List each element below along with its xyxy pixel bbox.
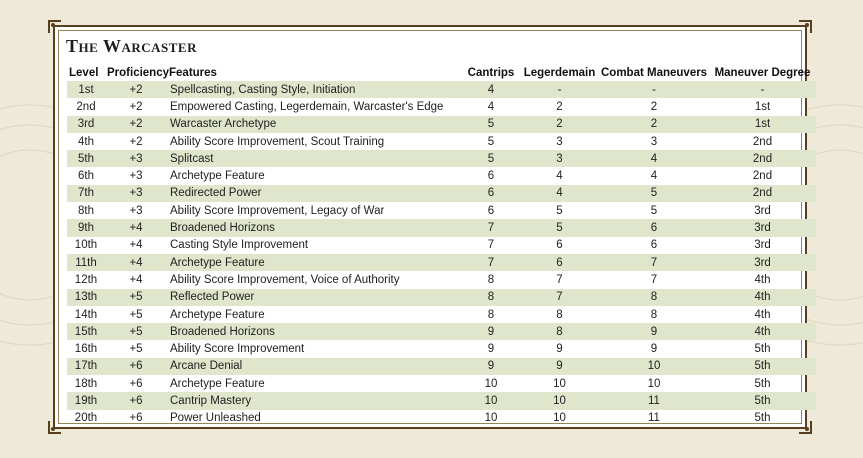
table-row: [67, 306, 816, 323]
cell-level: 17th: [74, 360, 98, 373]
cell-cantrips: 10: [484, 377, 498, 390]
cell-legerdemain: 9: [556, 360, 563, 373]
cell-proficiency: +3: [129, 204, 143, 217]
table-row: [67, 185, 816, 202]
cell-level: 20th: [74, 412, 98, 425]
table-row: [67, 98, 816, 115]
cell-maneuver-degree: 4th: [754, 325, 771, 338]
cell-cantrips: 6: [487, 170, 495, 183]
cell-proficiency: +6: [129, 377, 143, 390]
table-row: [67, 81, 816, 98]
cell-cantrips: 6: [487, 204, 495, 217]
header-maneuver-degree: Maneuver Degree: [714, 66, 811, 79]
cell-combat-maneuvers: 8: [650, 291, 658, 304]
cell-maneuver-degree: 4th: [754, 291, 771, 304]
cell-combat-maneuvers: 6: [650, 222, 658, 235]
table-row: [67, 289, 816, 306]
cell-maneuver-degree: -: [760, 83, 765, 96]
cell-proficiency: +2: [129, 83, 143, 96]
corner-ornament-top-left: [47, 19, 63, 35]
cell-maneuver-degree: 1st: [754, 100, 771, 113]
cell-combat-maneuvers: 7: [650, 273, 658, 286]
cell-legerdemain: 3: [556, 152, 563, 165]
cell-proficiency: +4: [129, 222, 143, 235]
cell-maneuver-degree: 5th: [754, 412, 771, 425]
cell-level: 18th: [74, 377, 98, 390]
cell-cantrips: 9: [487, 343, 495, 356]
cell-legerdemain: 7: [556, 291, 563, 304]
table-row: [67, 254, 816, 271]
cell-level: 2nd: [76, 100, 96, 113]
cell-combat-maneuvers: 7: [650, 256, 658, 269]
cell-legerdemain: 5: [556, 222, 563, 235]
cell-combat-maneuvers: 4: [650, 170, 658, 183]
cell-proficiency: +6: [129, 394, 143, 407]
cell-legerdemain: 8: [556, 308, 563, 321]
cell-legerdemain: 9: [556, 343, 563, 356]
cell-proficiency: +4: [129, 273, 143, 286]
cell-cantrips: 4: [487, 100, 495, 113]
table-row: [67, 133, 816, 150]
cell-legerdemain: 7: [556, 273, 563, 286]
cell-cantrips: 10: [484, 394, 498, 407]
cell-cantrips: 8: [487, 273, 495, 286]
cell-legerdemain: 5: [556, 204, 563, 217]
cell-maneuver-degree: 2nd: [752, 152, 773, 165]
cell-combat-maneuvers: 3: [650, 135, 658, 148]
cell-cantrips: 8: [487, 308, 495, 321]
corner-ornament-top-right: [797, 19, 813, 35]
table-row: [67, 340, 816, 357]
cell-features: Ability Score Improvement, Legacy of War: [170, 204, 385, 217]
table-row: [67, 116, 816, 133]
cell-combat-maneuvers: 2: [650, 118, 658, 131]
cell-proficiency: +3: [129, 187, 143, 200]
table-row: [67, 219, 816, 236]
table-title: The Warcaster: [66, 36, 197, 56]
cell-features: Ability Score Improvement, Scout Training: [170, 135, 385, 148]
table-row: [67, 202, 816, 219]
cell-cantrips: 9: [487, 360, 495, 373]
cell-proficiency: +2: [129, 100, 143, 113]
cell-features: Reflected Power: [170, 291, 255, 304]
cell-proficiency: +4: [129, 239, 143, 252]
cell-maneuver-degree: 5th: [754, 360, 771, 373]
cell-level: 3rd: [77, 118, 95, 131]
cell-maneuver-degree: 3rd: [754, 256, 771, 269]
cell-combat-maneuvers: -: [652, 83, 656, 96]
cell-features: Casting Style Improvement: [170, 239, 309, 252]
cell-features: Archetype Feature: [170, 377, 265, 390]
cell-level: 14th: [74, 308, 98, 321]
table-row: [67, 410, 816, 427]
header-features: Features: [169, 66, 217, 79]
cell-features: Broadened Horizons: [170, 325, 275, 338]
cell-features: Warcaster Archetype: [170, 118, 277, 131]
cell-combat-maneuvers: 2: [650, 100, 658, 113]
cell-legerdemain: 2: [556, 100, 563, 113]
cell-features: Power Unleashed: [170, 412, 261, 425]
table-row: [67, 237, 816, 254]
cell-legerdemain: 10: [553, 412, 566, 425]
cell-maneuver-degree: 3rd: [754, 239, 771, 252]
cell-level: 19th: [74, 394, 98, 407]
cell-maneuver-degree: 4th: [754, 308, 771, 321]
cell-combat-maneuvers: 6: [650, 239, 658, 252]
cell-cantrips: 4: [487, 83, 495, 96]
cell-maneuver-degree: 4th: [754, 273, 771, 286]
cell-cantrips: 5: [487, 152, 495, 165]
cell-cantrips: 9: [487, 325, 495, 338]
table-body: [67, 81, 816, 427]
cell-proficiency: +6: [129, 412, 143, 425]
cell-combat-maneuvers: 9: [650, 343, 658, 356]
cell-cantrips: 8: [487, 291, 495, 304]
cell-features: Broadened Horizons: [170, 222, 275, 235]
cell-proficiency: +5: [129, 325, 143, 338]
cell-legerdemain: 10: [553, 377, 566, 390]
cell-combat-maneuvers: 11: [648, 394, 660, 407]
cell-features: Archetype Feature: [170, 256, 265, 269]
header-cantrips: Cantrips: [467, 66, 515, 79]
cell-maneuver-degree: 2nd: [752, 135, 773, 148]
cell-proficiency: +5: [129, 343, 143, 356]
cell-proficiency: +2: [129, 135, 143, 148]
cell-level: 8th: [78, 204, 94, 217]
header-combat-maneuvers: Combat Maneuvers: [601, 66, 708, 79]
cell-features: Archetype Feature: [170, 308, 265, 321]
cell-combat-maneuvers: 5: [650, 187, 658, 200]
cell-level: 12th: [74, 273, 98, 286]
cell-maneuver-degree: 1st: [754, 118, 771, 131]
header-legerdemain: Legerdemain: [523, 66, 596, 79]
cell-combat-maneuvers: 11: [648, 412, 660, 425]
table-row: [67, 150, 816, 167]
cell-level: 11th: [75, 256, 97, 269]
cell-legerdemain: 6: [556, 239, 563, 252]
cell-cantrips: 6: [487, 187, 495, 200]
cell-legerdemain: 8: [556, 325, 563, 338]
cell-cantrips: 7: [487, 222, 495, 235]
corner-ornament-bottom-left: [47, 419, 63, 435]
cell-level: 4th: [78, 135, 94, 148]
cell-cantrips: 5: [487, 135, 495, 148]
cell-combat-maneuvers: 9: [650, 325, 658, 338]
cell-cantrips: 5: [487, 118, 495, 131]
cell-combat-maneuvers: 4: [650, 152, 658, 165]
header-row: [67, 64, 816, 81]
cell-proficiency: +4: [129, 256, 143, 269]
cell-maneuver-degree: 2nd: [752, 187, 773, 200]
cell-features: Splitcast: [170, 152, 214, 165]
cell-level: 9th: [78, 222, 94, 235]
cell-cantrips: 7: [487, 239, 495, 252]
cell-combat-maneuvers: 10: [647, 377, 661, 390]
cell-proficiency: +3: [129, 170, 143, 183]
table-row: [67, 392, 816, 409]
cell-features: Redirected Power: [170, 187, 262, 200]
cell-level: 6th: [78, 170, 94, 183]
cell-proficiency: +3: [129, 152, 143, 165]
table-row: [67, 271, 816, 288]
cell-features: Ability Score Improvement, Voice of Authority: [170, 273, 400, 286]
cell-legerdemain: 3: [556, 135, 563, 148]
table-row: [67, 167, 816, 184]
cell-legerdemain: 10: [553, 394, 566, 407]
cell-maneuver-degree: 3rd: [754, 204, 771, 217]
cell-cantrips: 7: [487, 256, 495, 269]
cell-features: Arcane Denial: [170, 360, 243, 373]
cell-features: Cantrip Mastery: [170, 394, 252, 407]
cell-level: 10th: [74, 239, 98, 252]
table-row: [67, 323, 816, 340]
cell-maneuver-degree: 5th: [754, 394, 771, 407]
cell-maneuver-degree: 5th: [754, 377, 771, 390]
cell-maneuver-degree: 2nd: [752, 170, 773, 183]
table-row: [67, 358, 816, 375]
cell-level: 5th: [78, 152, 94, 165]
cell-maneuver-degree: 3rd: [754, 222, 771, 235]
cell-proficiency: +6: [129, 360, 143, 373]
cell-level: 13th: [74, 291, 98, 304]
warcaster-table: [67, 64, 816, 427]
cell-legerdemain: 2: [556, 118, 563, 131]
cell-level: 1st: [78, 83, 94, 96]
cell-legerdemain: 6: [556, 256, 563, 269]
cell-features: Archetype Feature: [170, 170, 265, 183]
cell-proficiency: +5: [129, 308, 143, 321]
header-level: Level: [69, 66, 99, 79]
table-row: [67, 375, 816, 392]
cell-combat-maneuvers: 10: [647, 360, 661, 373]
cell-features: Spellcasting, Casting Style, Initiation: [170, 83, 356, 96]
cell-level: 15th: [74, 325, 98, 338]
cell-combat-maneuvers: 8: [650, 308, 658, 321]
cell-level: 7th: [78, 187, 94, 200]
cell-legerdemain: 4: [556, 187, 563, 200]
cell-legerdemain: -: [557, 83, 562, 96]
cell-legerdemain: 4: [556, 170, 563, 183]
cell-maneuver-degree: 5th: [754, 343, 771, 356]
cell-proficiency: +2: [129, 118, 143, 131]
cell-features: Ability Score Improvement: [170, 343, 305, 356]
header-proficiency: Proficiency: [107, 66, 169, 79]
cell-level: 16th: [74, 343, 98, 356]
cell-features: Empowered Casting, Legerdemain, Warcaster's Edge: [170, 100, 444, 113]
cell-combat-maneuvers: 5: [650, 204, 658, 217]
cell-proficiency: +5: [129, 291, 143, 304]
cell-cantrips: 10: [484, 412, 498, 425]
